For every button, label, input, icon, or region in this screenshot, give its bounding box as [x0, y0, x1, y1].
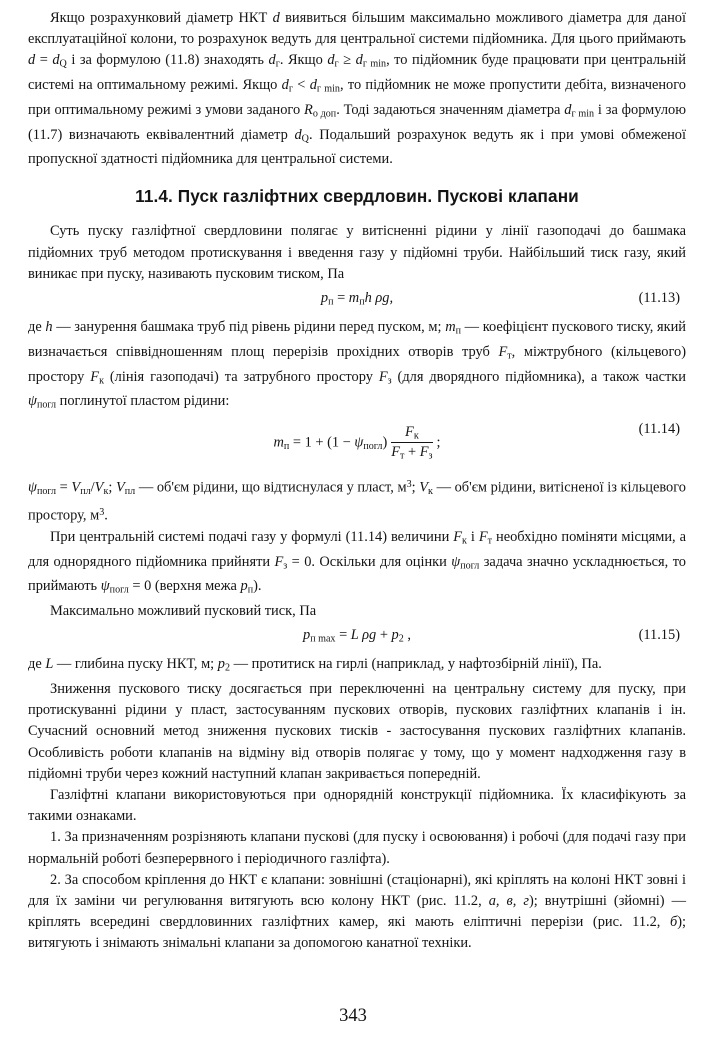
- text: (верхня межа: [151, 578, 241, 595]
- paragraph-pressure-reduction: Зниження пускового тиску досягається при переключенні на центральну систему для пуску, при протискуванні рідини у пласт, застосуванням пускових отворів, пускових газліфтних клапанів і ін. Сучасний основний метод зниження пускових тисків - застосування пускових газліфтних клапанів. Особливість роботи клапанів на відміну від отворів полягає у тому, що у момент надходження газу в підйомні труби через кожний наступний клапан закривається попередній.: [28, 681, 686, 782]
- formula-11-15: $p_{п max} = L$ $\rho g + p_2$ , (11.15): [303, 627, 680, 645]
- formula-sub: п: [328, 296, 334, 308]
- var-d: d: [272, 10, 280, 26]
- text: виявиться більшим максимально можливого діаметра для даної експлуатаційної колони, то розрахунок ведуть для центральної системи підйомника. Для цього приймають: [28, 10, 686, 48]
- text: . Тоді задаються значенням діаметра: [336, 101, 565, 118]
- text: і: [466, 528, 479, 545]
- text: (лінія газоподачі) та затрубного простору: [103, 368, 379, 385]
- figure-ref: б: [669, 914, 678, 931]
- paragraph-diameter: Якщо розрахунковий діаметр НКТ d виявиться більшим максимально можливого діаметра для даної експлуатаційної колони, то розрахунок ведуть для центральної системи підйомника. Для цього приймають $d = d_Q$ і за формулою (11.8) знаходять $d_г$. Якщо $d_г \ge d_{г min}$, то підйомник буде працювати при центральній системі на оптимальному режимі. Якщо $d_г < d_{г min}$, то підйомник не може пропустити дебіта, визначеного при оптимальному режимі з умови заданого $R_{о доп}$. Тоді задаються значенням діаметра $d_{г min}$ і за формулою (11.7) визначають еквівалентний діаметр $d_Q$. Подальший розрахунок ведуть як і при умові обмеженої пропускної здатності підйомника для центральної системи.: [28, 10, 686, 168]
- paragraph-where-l: де L — глибина пуску НКТ, м; $p_2$ — протитиск на гирлі (наприклад, у нафтозбірній лінії), Па.: [28, 656, 602, 674]
- text: .: [104, 507, 108, 524]
- paragraph-max-pressure: Максимально можливий пусковий тиск, Па: [50, 603, 317, 620]
- text: , міжтрубного (кільцевого) простору: [28, 343, 686, 385]
- formula-number: (11.15): [638, 627, 680, 644]
- formula-fraction: $\frac{F_к}{F_т + F_з}$: [391, 423, 433, 462]
- text: Якщо розрахунковий діаметр НКТ: [50, 10, 273, 26]
- text: і за формулою (11.8) знаходять: [66, 52, 269, 69]
- paragraph-central-system: При центральній системі подачі газу у формулі (11.14) величини $F_к$ і $F_т$ необхідно поміняти місцями, а для однорядного підйомника прийняти $F_з = 0$. Оскільки для оцінки $\psi_{погл}$ задача значно ускладнюється, то приймають $\psi_{погл} = 0$ (верхня межа $p_п$).: [28, 528, 686, 596]
- text: ).: [253, 578, 262, 595]
- paragraph-classification-2: [28, 870, 686, 955]
- text: задача значно ускладнюється, то приймають: [28, 553, 686, 595]
- section-heading: 11.4. Пуск газліфтних свердловин. Пускові клапани: [135, 186, 579, 207]
- text: ); витягують і знімають знімальні клапани за допомогою канатної техніки.: [28, 914, 686, 952]
- text: — коефіцієнт пускового тиску, який визначається співвідношенням площ перерізів прохідних отворів труб: [28, 319, 686, 360]
- text: — занурення башмака труб під рівень рідини перед пуском, м;: [52, 319, 446, 336]
- formula-11-13: [28, 287, 686, 313]
- formula-rest: h ρg,: [364, 290, 394, 307]
- text: . Оскільки для оцінки: [311, 553, 452, 570]
- text: ;: [411, 479, 420, 496]
- formula-lhs: p: [320, 290, 329, 307]
- formula-sub: п: [283, 440, 290, 452]
- text: (для дворядного підйомника), а також частки: [391, 368, 687, 385]
- text: де: [28, 656, 46, 673]
- formula-eq: =: [333, 290, 349, 307]
- text: — протитиск на гирлі (наприклад, у нафтозбірній лінії), Па.: [230, 656, 602, 673]
- formula-11-14: $m_п = 1 + (1 - \psi_{погл})$ $\frac{F_к}{F_т + F_з}$ ; (11.14): [273, 420, 680, 462]
- formula-number: (11.13): [638, 290, 680, 307]
- document-page: [28, 8, 686, 955]
- text: При центральній системі подачі газу у формулі (11.14) величини: [50, 528, 454, 545]
- formula-m: m: [348, 290, 360, 307]
- text: . Якщо: [279, 52, 328, 69]
- formula-number: (11.14): [638, 420, 680, 437]
- figure-ref: а, в, г: [488, 893, 529, 910]
- text: необхідно поміняти місцями, а для однорядного підйомника прийняти: [28, 528, 686, 570]
- formula-part: = 1 + (1 −: [289, 434, 355, 451]
- text: і за формулою (11.7) визначають еквівалентний діаметр: [28, 101, 686, 143]
- text: — глибина пуску НКТ, м;: [53, 656, 218, 673]
- text: , то підйомник не може пропустити дебіта, визначеного при оптимальному режимі з умови заданого: [28, 77, 686, 118]
- formula-sub: погл: [363, 440, 383, 452]
- formula-psi: ψ: [354, 434, 364, 451]
- formula-lhs: m: [273, 434, 284, 451]
- formula-sub: п: [359, 296, 365, 308]
- page-number: 343: [339, 1006, 367, 1026]
- paragraph-valves-usage: Газліфтні клапани використовуються при однорядній конструкції підйомника. Їх класифікують за такими ознаками.: [28, 787, 686, 825]
- text: ); внутрішні (зйомні) — кріплять всередині свердловинних газліфтних камер, які мають еліптичні перерізи (рис. 11.2,: [28, 893, 686, 931]
- text: — об'єм рідини, витісненої із кільцевого простору, м: [28, 479, 686, 524]
- paragraph-classification-1: 1. За призначенням розрізняють клапани пускові (для пуску і освоювання) і робочі (для подачі газу при нормальній роботі безперервного і періодичного газліфта).: [28, 829, 686, 867]
- text: де: [28, 319, 46, 336]
- text: . Подальший розрахунок ведуть як і при умові обмеженої пропускної здатності підйомника для центральної системи.: [28, 126, 686, 168]
- text: поглинутої пластом рідини:: [56, 393, 230, 410]
- text: 2. За способом кріплення до НКТ є клапани: зовнішні (стаціонарні), які кріплять на колоні НКТ зовні і для їх заміни чи регулювання витягують всю колону НКТ (рис. 11.2,: [28, 871, 686, 910]
- paragraph-psi-def: $\psi_{погл} = V_{пл}/V_к$; $V_{пл}$ — об'єм рідини, що відтиснулася у пласт, $м^3$; $V_к$ — об'єм рідини, витісненої із кільцевого простору, $м^3$.: [28, 478, 686, 524]
- text: — об'єм рідини, що відтиснулася у пласт, м: [135, 479, 407, 496]
- formula-part: ): [382, 434, 388, 451]
- text: , то підйомник буде працювати при центральній системі на оптимальному режимі. Якщо: [28, 52, 686, 94]
- paragraph-start-essence: Суть пуску газліфтної свердловини полягає у витісненні рідини у лінії газоподачі до башмака підйомних труб методом протискування і введення газу у підйомні труби. Найбільший тиск газу, який виникає при пуску, називають пусковим тиском, Па: [28, 223, 686, 282]
- paragraph-where-h: де h — занурення башмака труб під рівень рідини перед пуском, м; $m_п$ — коефіцієнт пускового тиску, який визначається співвідношенням площ перерізів прохідних отворів труб $F_т$, міжтрубного (кільцевого) простору $F_к$ (лінія газоподачі) та затрубного простору $F_з$ (для дворядного підйомника), а також частки $\psi_{погл}$ поглинутої пластом рідини:: [28, 319, 687, 411]
